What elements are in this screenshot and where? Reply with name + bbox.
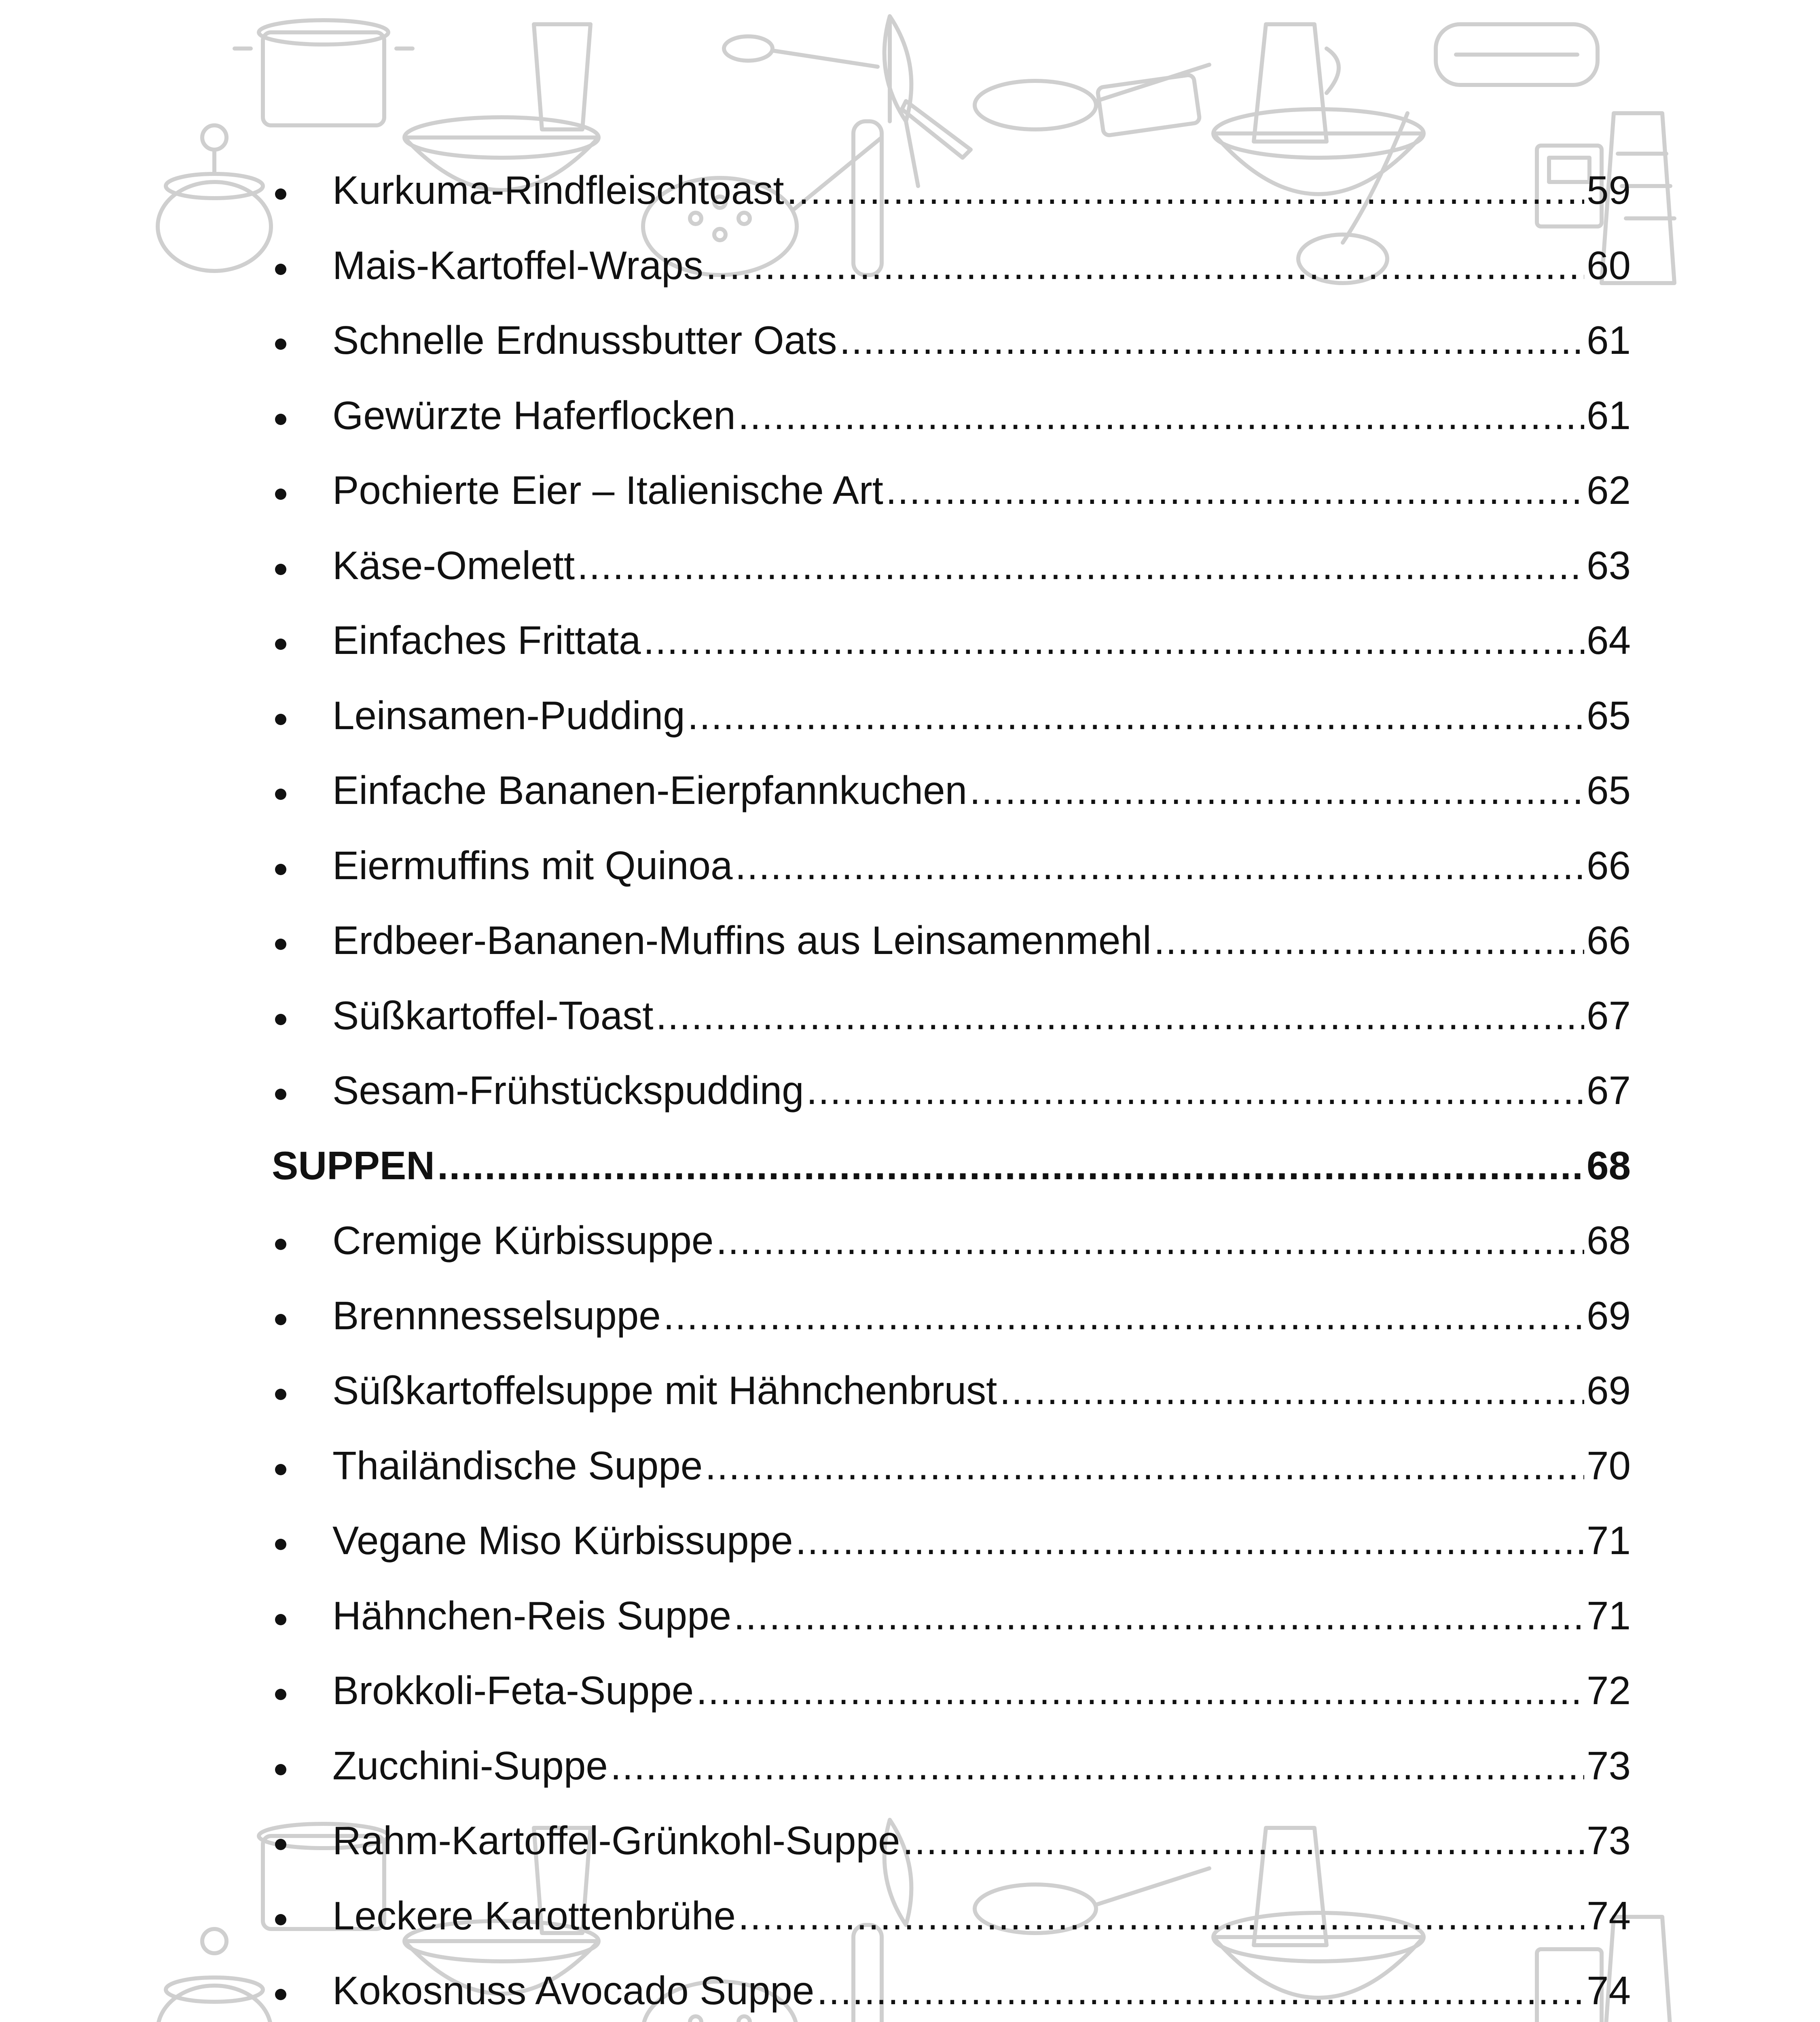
toc-dot-leader [738, 378, 1584, 453]
toc-dot-leader [806, 1053, 1584, 1128]
toc-entry[interactable] [272, 1878, 1631, 1954]
toc-entry-page: 72 [1586, 1668, 1631, 1713]
bullet-icon [272, 1503, 332, 1578]
toc-entry[interactable] [272, 603, 1631, 678]
toc-entry[interactable] [272, 903, 1631, 978]
bullet-icon [272, 828, 332, 903]
toc-entry-page: 73 [1586, 1743, 1631, 1788]
toc-entry-title: Einfache Bananen-Eierpfannkuchen [332, 768, 967, 812]
toc-entry-page: 74 [1586, 1893, 1631, 1938]
toc-entry[interactable] [272, 1578, 1631, 1654]
toc-section-title: SUPPEN [272, 1143, 435, 1188]
toc-entry-page: 65 [1586, 768, 1631, 812]
toc-entry-title: Süßkartoffel-Toast [332, 993, 654, 1038]
toc-entries-suppen [272, 1203, 1631, 2022]
bullet-icon [272, 228, 332, 303]
toc-entry-title: Kurkuma-Rindfleischtoast [332, 168, 784, 212]
lidded-pot-icon [158, 1929, 271, 2022]
toc-dot-leader [656, 978, 1584, 1053]
bullet-icon [272, 978, 332, 1053]
toc-entry-title: Rahm-Kartoffel-Grünkohl-Suppe [332, 1818, 900, 1863]
bullet-icon [272, 1278, 332, 1354]
toc-dot-leader [796, 1503, 1584, 1578]
toc-entry-page: 74 [1586, 1968, 1631, 2013]
toc-entry-title: Sesam-Frühstückspudding [332, 1068, 804, 1113]
toc-entry[interactable] [272, 753, 1631, 828]
toc-entry[interactable] [272, 1803, 1631, 1878]
toc-entry[interactable] [272, 678, 1631, 753]
toc-entry[interactable] [272, 1353, 1631, 1428]
bullet-icon [272, 528, 332, 603]
toc-dot-leader [688, 678, 1584, 753]
toc-entry-page: 66 [1586, 918, 1631, 962]
toc-entry[interactable] [272, 228, 1631, 303]
toc-entry-page: 60 [1586, 243, 1631, 288]
toc-dot-leader [734, 1578, 1584, 1654]
bullet-icon [272, 1428, 332, 1504]
toc-dot-leader [903, 1803, 1584, 1878]
toc-dot-leader [716, 1203, 1584, 1278]
toc-dot-leader [610, 1728, 1584, 1804]
cake-pan-icon [1436, 24, 1598, 85]
bullet-icon [272, 303, 332, 378]
bullet-icon [272, 1353, 332, 1428]
toc-entry-title: Einfaches Frittata [332, 618, 641, 662]
toc-entries-breakfast [272, 153, 1631, 1128]
toc-entry[interactable] [272, 1653, 1631, 1728]
toc-dot-leader [705, 1428, 1584, 1504]
cutting-board-icon [1097, 74, 1200, 136]
toc-entry-page: 61 [1586, 318, 1631, 362]
toc-dot-leader [999, 1353, 1584, 1428]
toc-entry-title: Gewürzte Haferflocken [332, 393, 736, 438]
toc-entry[interactable] [272, 453, 1631, 528]
table-of-contents [272, 153, 1631, 2022]
toc-dot-leader [817, 1953, 1584, 2022]
toc-entry-page: 59 [1586, 168, 1631, 212]
toc-entry[interactable] [272, 1428, 1631, 1504]
toc-section-suppen[interactable] [272, 1128, 1631, 1203]
toc-entry-title: Pochierte Eier – Italienische Art [332, 468, 883, 512]
bullet-icon [272, 603, 332, 678]
toc-entry-page: 73 [1586, 1818, 1631, 1863]
toc-entry-title: Hähnchen-Reis Suppe [332, 1593, 732, 1638]
toc-dot-leader [696, 1653, 1584, 1728]
toc-entry-title: Kokosnuss Avocado Suppe [332, 1968, 815, 2013]
bullet-icon [272, 1053, 332, 1128]
toc-entry[interactable] [272, 1953, 1631, 2022]
bullet-icon [272, 1578, 332, 1654]
toc-dot-leader [787, 153, 1584, 228]
spoon-icon [724, 36, 878, 67]
lidded-pot-icon [158, 125, 271, 271]
toc-entry-page: 67 [1586, 993, 1631, 1038]
toc-entry-page: 71 [1586, 1518, 1631, 1563]
toc-entry-title: Brennnesselsuppe [332, 1293, 661, 1338]
toc-entry-title: Schnelle Erdnussbutter Oats [332, 318, 837, 362]
toc-dot-leader [643, 603, 1584, 678]
bullet-icon [272, 903, 332, 978]
toc-entry-page: 69 [1586, 1293, 1631, 1338]
glass-icon [534, 24, 590, 129]
toc-entry-page: 63 [1586, 543, 1631, 588]
bullet-icon [272, 1728, 332, 1804]
bullet-icon [272, 153, 332, 228]
toc-entry-title: Käse-Omelett [332, 543, 575, 588]
toc-entry-title: Leinsamen-Pudding [332, 693, 685, 738]
toc-entry-page: 70 [1586, 1443, 1631, 1488]
toc-entry[interactable] [272, 978, 1631, 1053]
toc-entry[interactable] [272, 303, 1631, 378]
toc-entry[interactable] [272, 1728, 1631, 1804]
toc-dot-leader [839, 303, 1584, 378]
toc-entry[interactable] [272, 153, 1631, 228]
toc-entry[interactable] [272, 378, 1631, 453]
toc-entry-title: Zucchini-Suppe [332, 1743, 608, 1788]
toc-dot-leader [437, 1128, 1584, 1203]
toc-entry-page: 66 [1586, 843, 1631, 888]
toc-entry[interactable] [272, 1503, 1631, 1578]
toc-entry[interactable] [272, 528, 1631, 603]
bullet-icon [272, 1803, 332, 1878]
toc-entry-page: 67 [1586, 1068, 1631, 1113]
toc-entry-page: 71 [1586, 1593, 1631, 1638]
toc-entry-title: Erdbeer-Bananen-Muffins aus Leinsamenmehl [332, 918, 1151, 962]
toc-entry[interactable] [272, 1278, 1631, 1354]
bullet-icon [272, 1878, 332, 1954]
bullet-icon [272, 1203, 332, 1278]
bullet-icon [272, 1953, 332, 2022]
toc-dot-leader [735, 828, 1584, 903]
toc-dot-leader [577, 528, 1584, 603]
bullet-icon [272, 378, 332, 453]
toc-entry[interactable] [272, 1203, 1631, 1278]
toc-entry-title: Vegane Miso Kürbissuppe [332, 1518, 793, 1563]
bullet-icon [272, 753, 332, 828]
knife-icon [902, 101, 971, 158]
toc-entry-title: Süßkartoffelsuppe mit Hähnchenbrust [332, 1368, 997, 1413]
toc-dot-leader [886, 453, 1584, 528]
toc-dot-leader [1154, 903, 1584, 978]
bullet-icon [272, 678, 332, 753]
toc-entry-page: 69 [1586, 1368, 1631, 1413]
jug-icon [1254, 24, 1339, 142]
toc-entry-page: 65 [1586, 693, 1631, 738]
toc-dot-leader [738, 1878, 1584, 1954]
toc-dot-leader [663, 1278, 1584, 1354]
toc-entry-title: Thailändische Suppe [332, 1443, 703, 1488]
toc-dot-leader [706, 228, 1584, 303]
toc-entry-page: 68 [1586, 1218, 1631, 1263]
pot-icon [235, 20, 413, 125]
toc-section-page: 68 [1586, 1143, 1631, 1188]
bullet-icon [272, 453, 332, 528]
toc-entry[interactable] [272, 828, 1631, 903]
bullet-icon [272, 1653, 332, 1728]
toc-entry-page: 62 [1586, 468, 1631, 512]
toc-entry-page: 61 [1586, 393, 1631, 438]
pan-icon [975, 65, 1209, 129]
toc-entry-title: Cremige Kürbissuppe [332, 1218, 714, 1263]
toc-entry-title: Leckere Karottenbrühe [332, 1893, 736, 1938]
toc-entry-title: Brokkoli-Feta-Suppe [332, 1668, 694, 1713]
toc-entry-title: Eiermuffins mit Quinoa [332, 843, 733, 888]
toc-entry-title: Mais-Kartoffel-Wraps [332, 243, 703, 288]
toc-entry[interactable] [272, 1053, 1631, 1128]
toc-entry-page: 64 [1586, 618, 1631, 662]
toc-dot-leader [969, 753, 1584, 828]
